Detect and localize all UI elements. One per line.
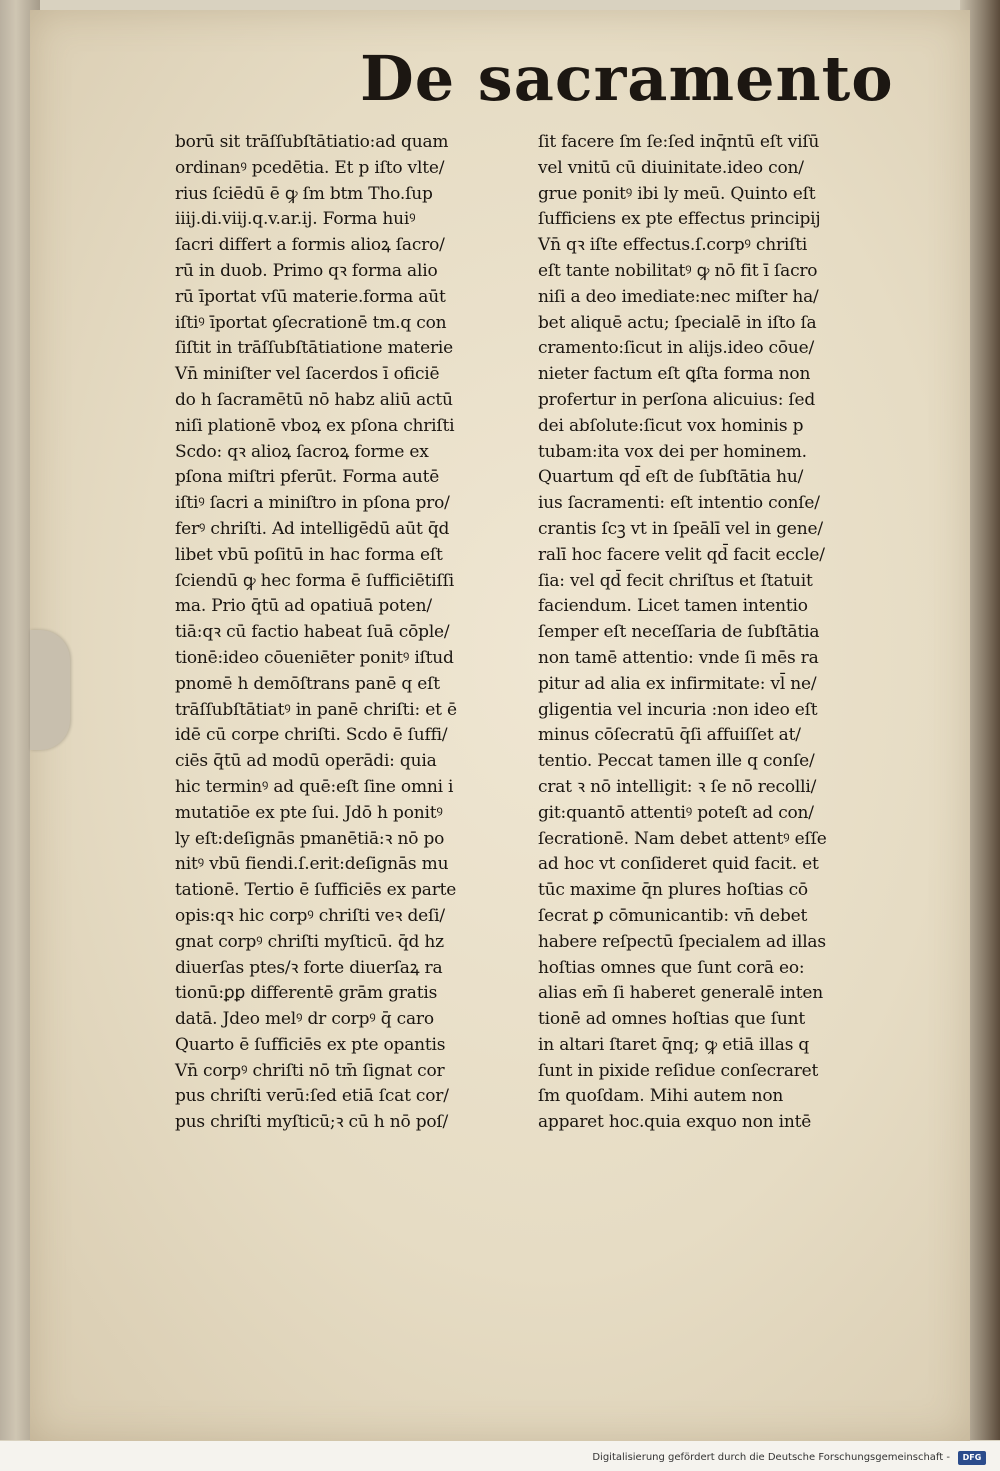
text-line: non tamē attentio: vnde ſi mēs ra <box>538 647 819 668</box>
text-line: pus chriſti myſticū;ꝛ cū h nō poſ/ <box>175 1112 449 1133</box>
text-line: niſi plationē vboꝝ ex pſona chriſti <box>175 415 455 436</box>
text-line: Vn̄ miniſter vel ſacerdos ī oficiē <box>175 364 440 385</box>
text-line: trāſſubſtātiatꝰ in panē chriſti: et ē <box>175 699 457 720</box>
text-line: tionū:ꝑꝑ differentē grām gratis <box>175 983 438 1004</box>
text-line: bet aliquē actu; ſpecialē in iſto ſa <box>538 312 817 333</box>
text-line: Vn̄ corpꝰ chriſti nō tm̄ ſignat cor <box>175 1060 445 1081</box>
text-line: ordinanꝰ pcedētia. Et p iſto vlte/ <box>175 157 445 178</box>
text-line: ciēs q̄tū ad modū operādi: quia <box>175 751 437 772</box>
text-line: borū sit trāſſubſtātiatio:ad quam <box>175 132 449 152</box>
text-line: niſi a deo imediate:nec miſter ha/ <box>538 286 819 307</box>
text-line: tionē ad omnes hoſtias que ſunt <box>538 1009 805 1030</box>
text-line: alias em̄ ſi haberet generalē inten <box>538 983 823 1004</box>
dfg-logo-icon: DFG <box>958 1451 986 1465</box>
text-line: minus cōſecratū q̄ſi affuiſſet at/ <box>538 725 801 746</box>
text-line: idē cū corpe chriſti. Scdo ē ſuffi/ <box>175 725 448 746</box>
text-line: hic terminꝰ ad quē:eſt ſine omni i <box>175 776 454 797</box>
text-line: Quarto ē ſufficiēs ex pte opantis <box>175 1034 446 1055</box>
text-line: pſona miſtri pferūt. Forma autē <box>175 467 440 488</box>
text-line: ſiſtit in trāſſubſtātiatione materie <box>175 338 453 359</box>
text-line: rū in duob. Primo qꝛ forma alio <box>175 260 438 281</box>
text-line: rius ſciēdū ē ꝙ ſm btm Tho.ſup <box>175 183 433 204</box>
text-line: ſciendū ꝙ hec forma ē ſufficiētiſſi <box>175 570 454 591</box>
text-line: Scdo: qꝛ alioꝝ ſacroꝝ forme ex <box>175 441 429 462</box>
text-line: crantis ſcꝫ vt in ſpeālī vel in gene/ <box>538 518 823 539</box>
text-line: Quartum qd̄ eſt de ſubſtātia hu/ <box>538 467 804 488</box>
text-line: diuerſas ptes/ꝛ forte diuerſaꝝ ra <box>175 957 443 978</box>
text-column-right <box>538 130 938 1136</box>
text-line: tionē:ideo cōueniēter ponitꝰ iſtud <box>175 647 454 668</box>
text-line: dei abſolute:ſicut vox hominis p <box>538 415 804 436</box>
text-line: ferꝰ chriſti. Ad intelligēdū aūt q̄d <box>175 518 450 539</box>
text-line: tentio. Peccat tamen ille q conſe/ <box>538 751 815 772</box>
text-line: apparet hoc.quia exquo non intē <box>538 1112 812 1133</box>
text-line: tubam:ita vox dei per hominem. <box>538 441 807 462</box>
text-line: ſecrat ꝑ cōmunicantib: vn̄ debet <box>538 905 808 926</box>
text-line: pitur ad alia ex infirmitate: vl̄ ne/ <box>538 673 817 694</box>
text-line: rū īportat vſū materie.forma aūt <box>175 286 446 307</box>
running-head-title: De sacramento <box>360 42 894 115</box>
text-line: ralī hoc facere velit qd̄ facit eccle/ <box>538 544 825 565</box>
text-line: ly eſt:deſignās pmanētiā:ꝛ nō po <box>175 828 445 849</box>
text-line: nitꝰ vbū fiendi.ſ.erit:deſignās mu <box>175 854 449 875</box>
text-line: Vn̄ qꝛ iſte effectus.ſ.corpꝰ chriſti <box>538 235 808 256</box>
text-line: iiij.di.viij.q.v.ar.ij. Forma huiꝰ <box>175 209 416 230</box>
text-line: gnat corpꝰ chriſti myſticū. q̄d hz <box>175 931 444 952</box>
text-line: vel vnitū cū diuinitate.ideo con/ <box>538 157 804 178</box>
text-line: tiā:qꝛ cū factio habeat ſuā cōple/ <box>175 622 450 643</box>
text-line: pus chriſti verū:ſed etiā ſcat cor/ <box>175 1086 449 1107</box>
text-line: hoſtias omnes que ſunt corā eo: <box>538 957 805 978</box>
text-line: ſit facere ſm ſe:ſed inq̄ntū eſt viſū <box>538 132 820 152</box>
text-line: git:quantō attentiꝰ poteſt ad con/ <box>538 802 814 823</box>
text-line: tūc maxime q̄n plures hoſtias cō <box>538 880 808 901</box>
text-line: ad hoc vt conſideret quid facit. et <box>538 854 819 875</box>
text-line: in altari ſtaret q̄nq; ꝙ etiā illas q <box>538 1034 810 1055</box>
text-line: faciendum. Licet tamen intentio <box>538 596 808 617</box>
text-line: opis:qꝛ hic corpꝰ chriſti veꝛ deſi/ <box>175 905 445 926</box>
footer-bar <box>0 1441 1000 1471</box>
text-line: habere reſpectū ſpecialem ad illas <box>538 931 826 952</box>
text-line: ſacri differt a formis alioꝝ ſacro/ <box>175 235 445 256</box>
paper-fold-tab <box>30 630 70 750</box>
text-line: pnomē h demōſtrans panē q eſt <box>175 673 440 694</box>
text-line: do h ſacramētū nō habz aliū actū <box>175 389 453 410</box>
text-line: cramento:ſicut in alijs.ideo cōue/ <box>538 338 815 359</box>
text-line: ſunt in pixide reſidue conſecraret <box>538 1060 819 1081</box>
text-column-left <box>175 130 545 1136</box>
text-line: iſtiꝰ ſacri a miniſtro in pſona pro/ <box>175 493 450 514</box>
text-line: crat ꝛ nō intelligit: ꝛ ſe nō recolli/ <box>538 776 817 797</box>
text-line: ſecrationē. Nam debet attentꝰ eſſe <box>538 828 827 849</box>
text-line: profertur in perſona alicuius: ſed <box>538 389 816 410</box>
text-line: ſufficiens ex pte effectus principij <box>538 209 821 230</box>
text-line: ſia: vel qd̄ fecit chriſtus et ſtatuit <box>538 570 813 591</box>
text-line: ma. Prio q̄tū ad opatiuā poten/ <box>175 596 432 617</box>
text-line: grue ponitꝰ ibi ly meū. Quinto eſt <box>538 183 816 204</box>
text-line: ſm quoſdam. Mihi autem non <box>538 1086 784 1107</box>
text-line: tationē. Tertio ē ſufficiēs ex parte <box>175 880 457 901</box>
text-line: gligentia vel incuria :non ideo eſt <box>538 699 818 720</box>
text-line: iſtiꝰ īportat ꝯſecrationē tm.q con <box>175 312 447 333</box>
text-line: nieter factum eſt ꝗſta forma non <box>538 364 811 385</box>
footer-credit: Digitalisierung gefördert durch die Deutsche Forschungsgemeinschaft - <box>592 1452 950 1463</box>
text-line: libet vbū poſitū in hac forma eſt <box>175 544 443 565</box>
text-line: ius ſacramenti: eſt intentio conſe/ <box>538 493 820 514</box>
text-line: mutatiōe ex pte ſui. Jdō h ponitꝰ <box>175 802 443 823</box>
text-line: ſemper eſt neceſſaria de ſubſtātia <box>538 622 820 643</box>
text-line: eſt tante nobilitatꝰ ꝙ nō fit ī ſacro <box>538 260 818 281</box>
text-line: datā. Jdeo melꝰ dr corpꝰ q̄ caro <box>175 1009 434 1030</box>
